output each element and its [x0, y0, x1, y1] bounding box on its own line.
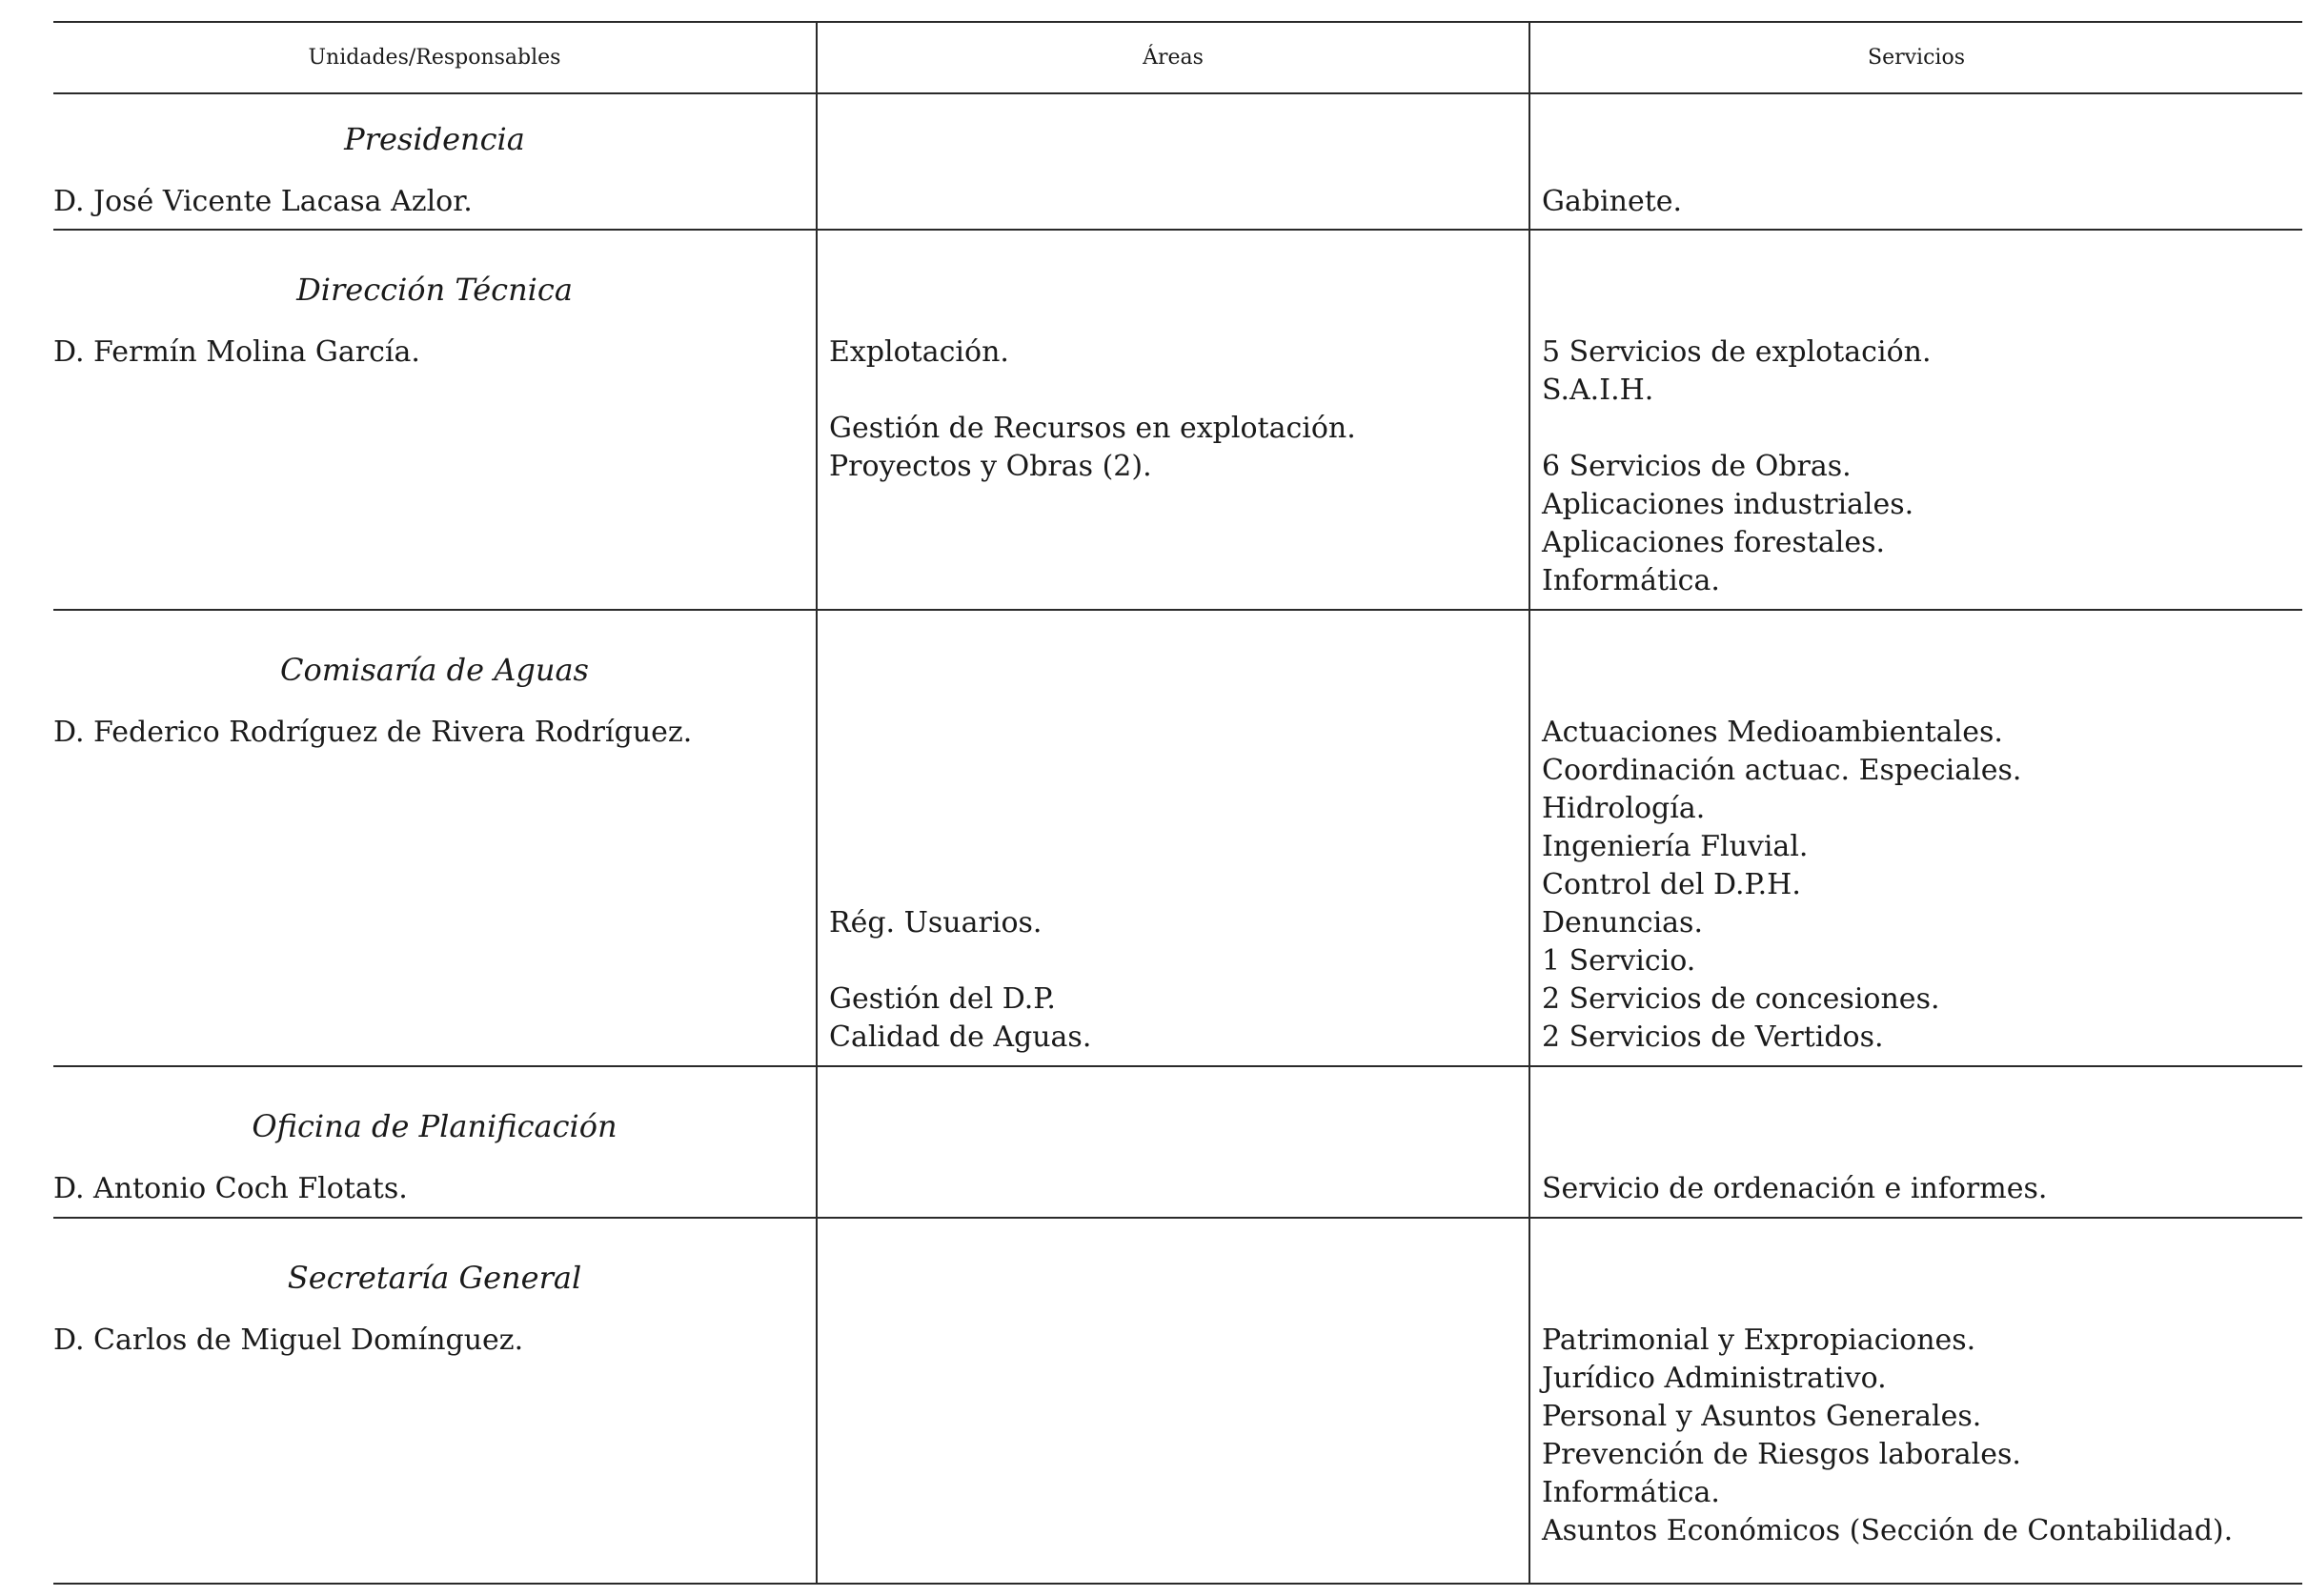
responsible-name: D. Antonio Coch Flotats.: [53, 1172, 408, 1205]
service-item: 2 Servicios de concesiones.: [1542, 982, 1940, 1016]
service-item: Asuntos Económicos (Sección de Contabilidad).: [1542, 1514, 2234, 1547]
service-item: Coordinación actuac. Especiales.: [1542, 754, 2022, 787]
unit-title: Presidencia: [344, 121, 525, 157]
row-divider: [53, 1065, 2302, 1067]
service-item: 6 Servicios de Obras.: [1542, 450, 1852, 483]
unit-title: Oficina de Planificación: [252, 1108, 617, 1144]
area-item: Explotación.: [829, 335, 1009, 369]
row-divider: [53, 229, 2302, 231]
services-list: [1542, 714, 2021, 1057]
responsible-name: D. José Vicente Lacasa Azlor.: [53, 185, 473, 218]
area-item: Calidad de Aguas.: [829, 1020, 1092, 1054]
service-item: Hidrología.: [1542, 792, 1706, 825]
unit-title: Dirección Técnica: [296, 272, 573, 308]
services-list: [1542, 1322, 2233, 1550]
service-item: Personal y Asuntos Generales.: [1542, 1400, 1982, 1433]
service-item: Servicio de ordenación e informes.: [1542, 1172, 2048, 1205]
service-item: Actuaciones Medioambientales.: [1542, 716, 2003, 749]
services-list: [1542, 1170, 2047, 1208]
service-item: Aplicaciones industriales.: [1542, 488, 1914, 521]
service-item: S.A.I.H.: [1542, 374, 1654, 407]
area-item: [829, 942, 1091, 980]
areas-list: [829, 904, 1091, 1057]
unit-title: Comisaría de Aguas: [280, 652, 589, 688]
column-divider-servicios: [1529, 23, 1530, 1583]
service-item: Informática.: [1542, 1476, 1720, 1509]
service-item: Prevención de Riesgos laborales.: [1542, 1438, 2021, 1471]
service-item: Denuncias.: [1542, 906, 1703, 939]
area-item: Gestión del D.P.: [829, 982, 1056, 1016]
service-item: 2 Servicios de Vertidos.: [1542, 1020, 1884, 1054]
header-servicios: Servicios: [1868, 46, 1965, 70]
area-item: Gestión de Recursos en explotación.: [829, 412, 1356, 445]
service-item: Gabinete.: [1542, 185, 1683, 218]
service-item: Patrimonial y Expropiaciones.: [1542, 1323, 1976, 1357]
services-list: [1542, 333, 1932, 600]
responsible-name: D. Federico Rodríguez de Rivera Rodríguez.: [53, 716, 693, 749]
responsible-name: D. Carlos de Miguel Domínguez.: [53, 1323, 524, 1357]
service-item: Control del D.P.H.: [1542, 868, 1801, 901]
row-divider: [53, 609, 2302, 611]
unit-title: Secretaría General: [287, 1260, 582, 1296]
service-item: 5 Servicios de explotación.: [1542, 335, 1932, 369]
service-item: Jurídico Administrativo.: [1542, 1362, 1887, 1395]
service-item: [1542, 410, 1932, 448]
header-bottom-rule: [53, 92, 2302, 94]
service-item: Informática.: [1542, 564, 1720, 597]
area-item: [829, 372, 1356, 410]
service-item: 1 Servicio.: [1542, 944, 1696, 978]
header-areas: Áreas: [1143, 46, 1204, 70]
area-item: Rég. Usuarios.: [829, 906, 1043, 939]
row-divider: [53, 1217, 2302, 1219]
table-top-rule: [53, 21, 2302, 23]
header-unidades: Unidades/Responsables: [308, 46, 561, 70]
responsible-name: D. Fermín Molina García.: [53, 335, 420, 369]
service-item: Ingeniería Fluvial.: [1542, 830, 1809, 863]
areas-list: [829, 333, 1356, 486]
column-divider-areas: [816, 23, 818, 1583]
organization-table: [53, 21, 2302, 1585]
services-list: [1542, 183, 1682, 221]
area-item: Proyectos y Obras (2).: [829, 450, 1152, 483]
table-bottom-rule: [53, 1583, 2302, 1585]
service-item: Aplicaciones forestales.: [1542, 526, 1886, 559]
